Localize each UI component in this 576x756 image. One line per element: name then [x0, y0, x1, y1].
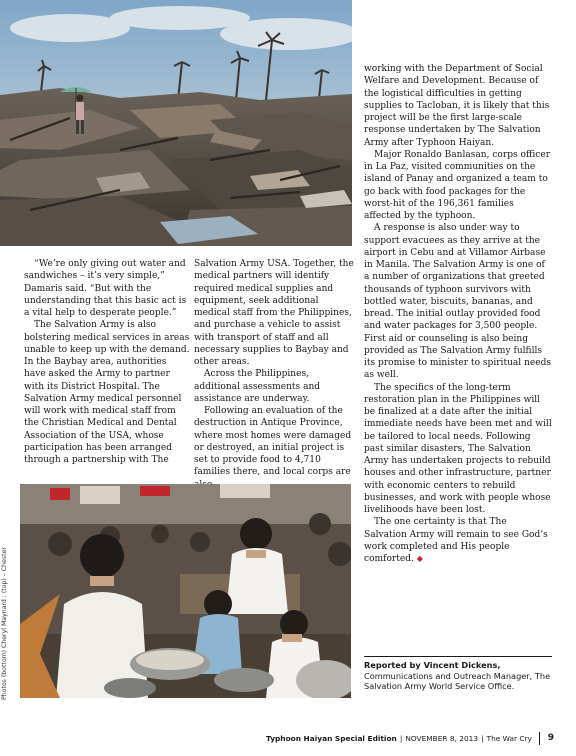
end-mark-icon: ◆	[416, 554, 423, 563]
paragraph: Major Ronaldo Banlasan, corps officer in La Paz, visited communities on the island of Panay and organized a team to go back with food packages for the worst-hit of the 196,361 families affected by the typhoon.	[364, 149, 551, 221]
page-number: 9	[547, 733, 554, 743]
paragraph: “We’re only giving out water and sandwiches – it’s very simple,” Damaris said. “But with the understanding that this basic act is a vital help to desperate people.”	[24, 259, 187, 318]
byline	[364, 660, 552, 692]
paragraph: working with the Department of Social Welfare and Development. Because of the logistical difficulties in getting supplies to Tacloban, it is likely that this project will be the first large-scale response undertaken by The Salvation Army after Typhoon Haiyan.	[364, 64, 550, 148]
footer-separator: |	[399, 734, 403, 743]
byline-rule	[364, 656, 552, 657]
article-column-1	[24, 258, 190, 466]
footer-page-divider	[539, 732, 540, 745]
paragraph: A response is also under way to support evacuees as they arrive at the airport in Cebu and at Villamor Airbase in Manila. The Salvation Army is one of a number of organizations that greeted thousands of typhoon survivors with bottled water, biscuits, bananas, and bread. The initial outlay provided food and water packages for 3,500 people. First aid or counseling is also being provided as The Salvation Army fulfills its promise to minister to spiritual needs as well.	[364, 223, 552, 381]
byline-lead: Reported by Vincent Dickens,	[364, 660, 501, 670]
paragraph: Across the Philippines, additional assessments and assistance are underway.	[194, 369, 321, 404]
paragraph-final	[364, 516, 552, 565]
photo-food-distribution	[20, 484, 351, 698]
photo-credit: Photos (bottom) Cheryl Maynard ; (top) – Chester	[1, 547, 8, 700]
article-column-3	[364, 63, 552, 565]
paragraph: The Salvation Army is also bolstering medical services in areas unable to keep up with the demand. In the Baybay area, authorities have asked the Army to partner with its District Hospital. The Salvation Army medical personnel will work with medical staff from the Christian Medical and Dental Association of the USA, whose participation has been arranged through a partnership with The	[24, 320, 190, 465]
footer-publication: The War Cry	[486, 734, 532, 743]
footer-separator: |	[481, 734, 484, 743]
byline-rest: Communications and Outreach Manager, The Salvation Army World Service Office.	[364, 670, 551, 691]
paragraph: Following an evaluation of the destruction in Antique Province, where most homes were damaged or destroyed, an initial project is set to provide food to 4,710 families there, and local corps are	[194, 406, 352, 478]
paragraph: Salvation Army USA. Together, the medical partners will identify required medical supplies and equipment, seek additional medical staff from the Philippines, and purchase a vehicle to assist with transport of staff and all necessary supplies to Baybay and other areas.	[194, 259, 354, 367]
paragraph-final-text: The one certainty is that The Salvation Army will remain to see God’s work completed and His people comforted.	[364, 517, 548, 564]
footer-text	[266, 734, 532, 743]
page-footer	[0, 734, 576, 748]
photo-typhoon-debris	[0, 0, 352, 246]
footer-edition: Typhoon Haiyan Special Edition	[266, 734, 397, 743]
article-column-2	[194, 258, 356, 491]
footer-date: NOVEMBER 8, 2013	[405, 734, 479, 743]
paragraph: The specifics of the long-term restoration plan in the Philippines will be finalized at a date after the initial immediate needs have been met and will be tailored to local needs. Following past similar disasters, The Salvation Army has undertaken projects to rebuild houses and other infrastructure, partner with economic centers to rebuild businesses, and work with people whose livelihoods have been lost.	[364, 382, 552, 515]
